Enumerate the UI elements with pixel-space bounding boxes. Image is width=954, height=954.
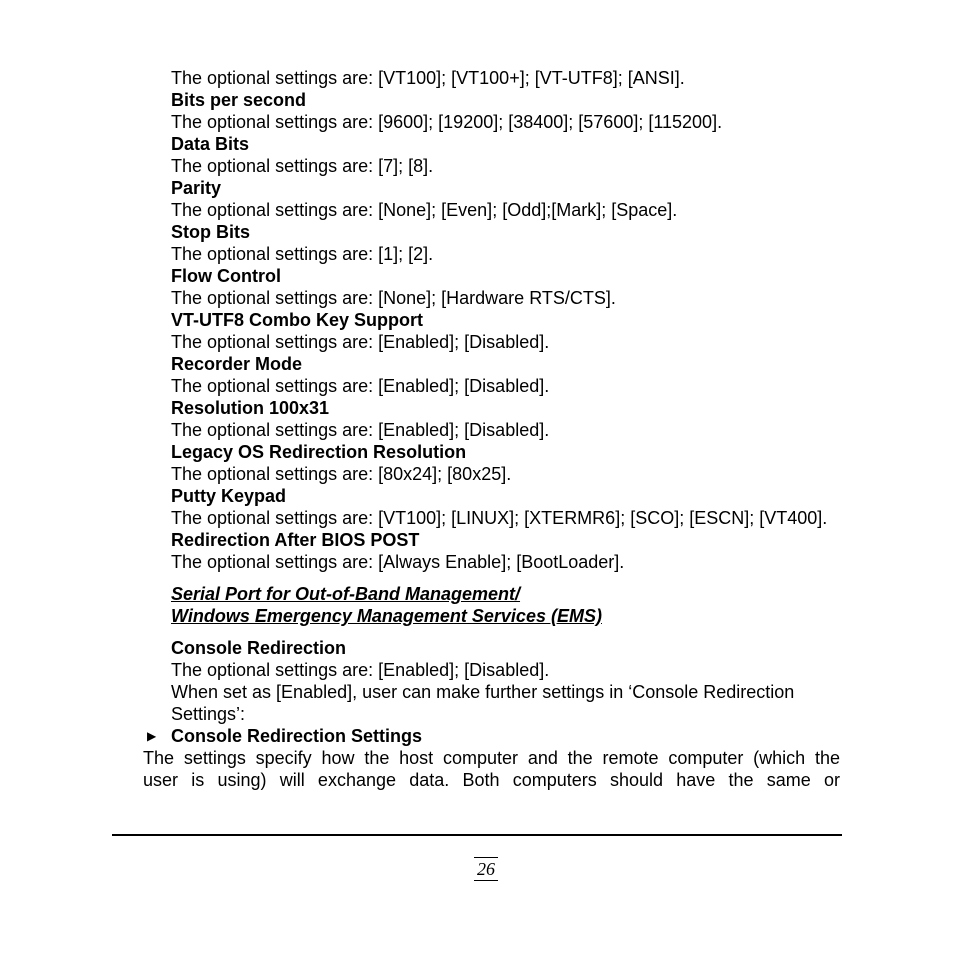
resolution-heading: Resolution 100x31 xyxy=(171,398,330,418)
redirection-after-post-heading: Redirection After BIOS POST xyxy=(171,530,420,550)
paragraph-line2: user is using) will exchange data. Both computers should have the same or xyxy=(143,770,840,790)
page-content xyxy=(0,67,954,791)
vt-utf8-combo-key-desc: The optional settings are: [Enabled]; [Disabled]. xyxy=(171,332,550,352)
section-subheading-line1: Serial Port for Out-of-Band Management/ xyxy=(171,584,521,604)
page-number: 26 xyxy=(474,857,498,881)
flow-control-heading: Flow Control xyxy=(171,266,281,286)
flow-control-desc: The optional settings are: [None]; [Hardware RTS/CTS]. xyxy=(171,288,616,308)
stop-bits-heading: Stop Bits xyxy=(171,222,250,242)
terminal-type-desc: The optional settings are: [VT100]; [VT100+]; [VT-UTF8]; [ANSI]. xyxy=(171,68,685,88)
legacy-os-heading: Legacy OS Redirection Resolution xyxy=(171,442,467,462)
resolution-desc: The optional settings are: [Enabled]; [Disabled]. xyxy=(171,420,550,440)
footer-divider xyxy=(112,834,842,836)
console-redirection-note: When set as [Enabled], user can make further settings in ‘Console Redirection Settings’: xyxy=(171,682,795,724)
console-redirection-settings-heading: Console Redirection Settings xyxy=(171,726,423,746)
putty-keypad-heading: Putty Keypad xyxy=(171,486,287,506)
paragraph-line1: The settings specify how the host computer and the remote computer (which the xyxy=(143,748,840,768)
console-redirection-settings-item xyxy=(147,725,837,747)
data-bits-desc: The optional settings are: [7]; [8]. xyxy=(171,156,434,176)
stop-bits-desc: The optional settings are: [1]; [2]. xyxy=(171,244,434,264)
recorder-mode-heading: Recorder Mode xyxy=(171,354,303,374)
triangle-right-icon: ▶ xyxy=(147,729,157,743)
recorder-mode-desc: The optional settings are: [Enabled]; [Disabled]. xyxy=(171,376,550,396)
putty-keypad-desc: The optional settings are: [VT100]; [LINUX]; [XTERMR6]; [SCO]; [ESCN]; [VT400]. xyxy=(171,508,828,528)
parity-desc: The optional settings are: [None]; [Even]; [Odd];[Mark]; [Space]. xyxy=(171,200,678,220)
console-redirection-heading: Console Redirection xyxy=(171,638,347,658)
bits-per-second-heading: Bits per second xyxy=(171,90,307,110)
data-bits-heading: Data Bits xyxy=(171,134,250,154)
section-subheading-line2: Windows Emergency Management Services (EMS) xyxy=(171,606,602,626)
legacy-os-desc: The optional settings are: [80x24]; [80x25]. xyxy=(171,464,512,484)
parity-heading: Parity xyxy=(171,178,222,198)
bits-per-second-desc: The optional settings are: [9600]; [19200]; [38400]; [57600]; [115200]. xyxy=(171,112,723,132)
console-redirection-desc: The optional settings are: [Enabled]; [Disabled]. xyxy=(171,660,550,680)
vt-utf8-combo-key-heading: VT-UTF8 Combo Key Support xyxy=(171,310,423,330)
redirection-after-post-desc: The optional settings are: [Always Enable]; [BootLoader]. xyxy=(171,552,625,572)
